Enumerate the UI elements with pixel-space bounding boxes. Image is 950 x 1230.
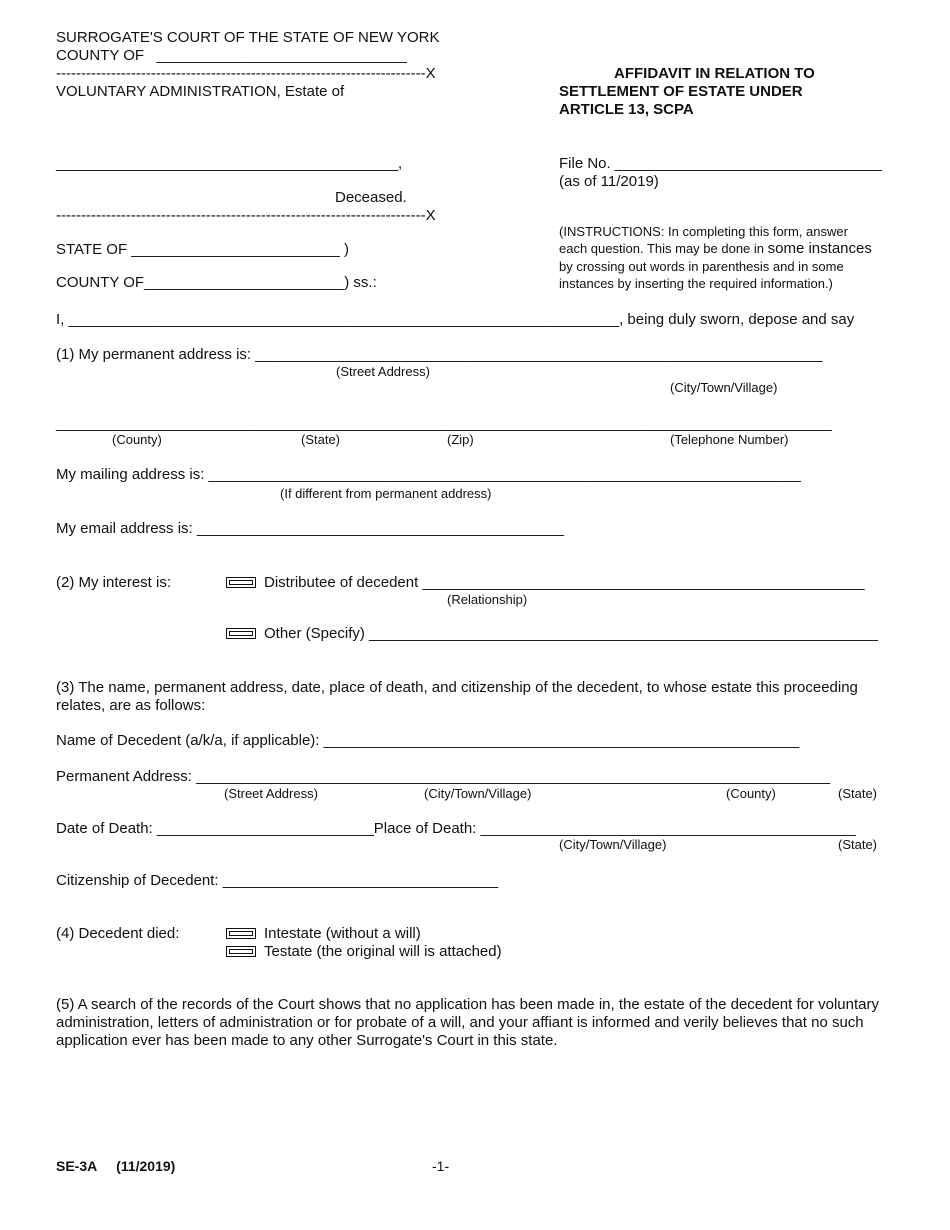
instructions-line2a: each question. This may be done in [559,241,768,256]
county-caption: (County) [112,432,162,447]
caption-estate-of: VOLUNTARY ADMINISTRATION, Estate of [56,83,345,100]
decedent-county-caption: (County) [726,786,776,801]
decedent-street-caption: (Street Address) [224,786,318,801]
county-state-zip-phone-field[interactable]: _____________________________________________________________________________________________ [56,415,832,432]
decedent-name-input[interactable]: Name of Decedent (a/k/a, if applicable): _________________________________________________________ [56,732,800,749]
death-date-place-field[interactable]: Date of Death: __________________________Place of Death: _____________________________________________ [56,820,856,837]
state-caption: (State) [301,432,341,447]
caption-divider-top: --------------------------------------------------------------------------X [56,65,436,82]
citizenship-field[interactable]: Citizenship of Decedent: _________________________________ [56,872,499,889]
q5-line3: application ever has been made to any other Surrogate's Court in this state. [56,1032,558,1049]
instructions-line2 [559,241,872,257]
court-name: SURROGATE'S COURT OF THE STATE OF NEW YORK [56,29,440,46]
file-as-of: (as of 11/2019) [559,173,659,190]
testate-label: Testate (the original will is attached) [264,943,502,960]
street-address-caption: (Street Address) [336,364,430,379]
decedent-city-caption: (City/Town/Village) [424,786,532,801]
mailing-address-field[interactable]: My mailing address is: _______________________________________________________________________ [56,466,801,483]
other-specify-field[interactable]: Other (Specify) _____________________________________________________________ [264,625,878,642]
zip-caption: (Zip) [447,432,474,447]
instructions-line2b: some instances [767,240,872,257]
instructions-line3: by crossing out words in parenthesis and in some [559,259,844,274]
q5-line2: administration, letters of administration or for probate of a will, and your affiant is informed and verily believes that no such [56,1014,864,1031]
county-of-field[interactable]: COUNTY OF ______________________________ [56,47,407,64]
file-number-field[interactable]: File No. ________________________________ [559,155,882,172]
form-title-line3: ARTICLE 13, SCPA [559,101,694,118]
form-id: SE-3A (11/2019) [56,1158,176,1174]
instructions-line1: (INSTRUCTIONS: In completing this form, answer [559,224,848,239]
instructions-line4: instances by inserting the required information.) [559,276,833,291]
decedent-address-field[interactable]: Permanent Address: ____________________________________________________________________________ [56,768,831,785]
other-checkbox[interactable] [226,628,256,639]
interest-label: (2) My interest is: [56,574,172,591]
place-city-caption: (City/Town/Village) [559,837,667,852]
place-state-caption: (State) [838,837,878,852]
caption-divider-bottom: --------------------------------------------------------------------------X [56,207,436,224]
permanent-address-field[interactable]: (1) My permanent address is: ____________________________________________________________________ [56,346,823,363]
venue-county-field[interactable]: COUNTY OF________________________) ss.: [56,274,377,291]
page-number: -1- [432,1158,450,1174]
distributee-field[interactable]: Distributee of decedent _____________________________________________________ [264,574,865,591]
q5-line1: (5) A search of the records of the Court shows that no application has been made in, the estate of the decedent for voluntary [56,996,880,1013]
venue-state-field[interactable]: STATE OF _________________________ ) [56,241,349,258]
relationship-caption: (Relationship) [447,592,528,607]
deceased-label: Deceased. [335,189,407,206]
q3-intro-line1: (3) The name, permanent address, date, place of death, and citizenship of the decedent, to whose estate this proceeding [56,679,858,696]
affiant-name-field[interactable]: I, __________________________________________________________________, being duly sworn, depose and say [56,311,855,328]
testate-checkbox[interactable] [226,946,256,957]
q3-intro-line2: relates, are as follows: [56,697,206,714]
form-title-line1: AFFIDAVIT IN RELATION TO [614,65,815,82]
email-address-field[interactable]: My email address is: ____________________________________________ [56,520,564,537]
telephone-caption: (Telephone Number) [670,432,789,447]
city-caption: (City/Town/Village) [670,380,778,395]
decedent-state-caption: (State) [838,786,878,801]
distributee-checkbox[interactable] [226,577,256,588]
mailing-caption: (If different from permanent address) [280,486,492,501]
decedent-name-field[interactable]: _________________________________________, [56,155,403,172]
form-title-line2: SETTLEMENT OF ESTATE UNDER [559,83,803,100]
intestate-checkbox[interactable] [226,928,256,939]
decedent-died-label: (4) Decedent died: [56,925,180,942]
intestate-label: Intestate (without a will) [264,925,421,942]
